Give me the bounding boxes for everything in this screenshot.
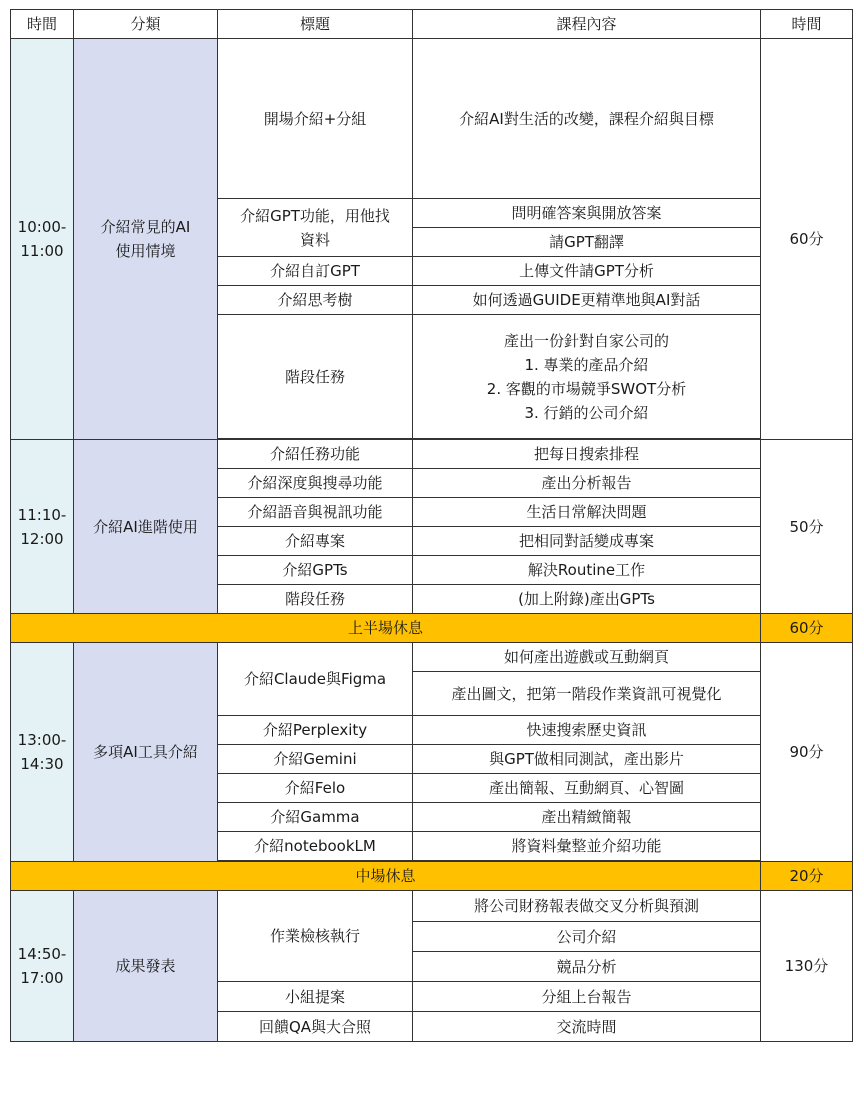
lesson-title: 介紹專案: [218, 527, 413, 556]
table-row: [11, 440, 853, 469]
session-category: 成果發表: [74, 891, 218, 1042]
session-time: 10:00- 11:00: [11, 39, 74, 440]
lesson-title: 介紹思考樹: [218, 286, 413, 315]
break-label: 上半場休息: [11, 614, 761, 643]
lesson-content: 上傳文件請GPT分析: [413, 257, 761, 286]
break-duration: 60分: [761, 614, 853, 643]
session-category: 多項AI工具介紹: [74, 643, 218, 862]
lesson-title: 介紹GPT功能，用他找 資料: [218, 199, 413, 257]
session-time: 13:00- 14:30: [11, 643, 74, 862]
lesson-title: 介紹Gemini: [218, 745, 413, 774]
lesson-content: 產出精緻簡報: [413, 803, 761, 832]
session-duration: 50分: [761, 440, 853, 614]
schedule-table: [10, 9, 853, 1042]
lesson-content: 將公司財務報表做交叉分析與預測: [413, 891, 761, 922]
session-time: 11:10- 12:00: [11, 440, 74, 614]
lesson-content: 解決Routine工作: [413, 556, 761, 585]
lesson-content: (加上附錄)產出GPTs: [413, 585, 761, 614]
session-time: 14:50- 17:00: [11, 891, 74, 1042]
lesson-content: 如何產出遊戲或互動網頁: [413, 643, 761, 672]
lesson-title: 介紹GPTs: [218, 556, 413, 585]
header-row: [11, 10, 853, 39]
lesson-content: 公司介紹: [413, 922, 761, 952]
session-duration: 60分: [761, 39, 853, 440]
lesson-content: 把每日搜索排程: [413, 440, 761, 469]
break-row: [11, 614, 853, 643]
lesson-title: 介紹任務功能: [218, 440, 413, 469]
lesson-content: 生活日常解決問題: [413, 498, 761, 527]
lesson-content: 產出簡報、互動網頁、心智圖: [413, 774, 761, 803]
lesson-title: 小組提案: [218, 982, 413, 1012]
table-row: [11, 643, 853, 672]
table-row: [11, 39, 853, 199]
header-title: 標題: [218, 10, 413, 39]
session-duration: 130分: [761, 891, 853, 1042]
session-duration: 90分: [761, 643, 853, 862]
lesson-content: 與GPT做相同測試，產出影片: [413, 745, 761, 774]
header-content: 課程內容: [413, 10, 761, 39]
break-duration: 20分: [761, 862, 853, 891]
table-row: [11, 891, 853, 922]
lesson-content: 競品分析: [413, 952, 761, 982]
break-label: 中場休息: [11, 862, 761, 891]
lesson-title: 介紹Perplexity: [218, 716, 413, 745]
header-duration: 時間: [761, 10, 853, 39]
lesson-content: 交流時間: [413, 1012, 761, 1042]
lesson-content: 問明確答案與開放答案: [413, 199, 761, 228]
lesson-title: 作業檢核執行: [218, 891, 413, 982]
lesson-content: 產出圖文，把第一階段作業資訊可視覺化: [413, 672, 761, 716]
lesson-content: 將資料彙整並介紹功能: [413, 832, 761, 861]
break-row: [11, 862, 853, 891]
header-category: 分類: [74, 10, 218, 39]
lesson-content: 產出分析報告: [413, 469, 761, 498]
lesson-content: 產出一份針對自家公司的 1. 專業的產品介紹 2. 客觀的市場競爭SWOT分析 3. 行銷的公司介紹: [413, 315, 761, 439]
session-category: 介紹常見的AI 使用情境: [74, 39, 218, 440]
lesson-title: 介紹Claude與Figma: [218, 643, 413, 716]
lesson-content: 介紹AI對生活的改變，課程介紹與目標: [413, 39, 761, 199]
lesson-content: 分組上台報告: [413, 982, 761, 1012]
lesson-content: 快速搜索歷史資訊: [413, 716, 761, 745]
lesson-title: 介紹自訂GPT: [218, 257, 413, 286]
lesson-title: 回饋QA與大合照: [218, 1012, 413, 1042]
session-category: 介紹AI進階使用: [74, 440, 218, 614]
lesson-title: 介紹深度與搜尋功能: [218, 469, 413, 498]
lesson-title: 介紹語音與視訊功能: [218, 498, 413, 527]
lesson-content: 請GPT翻譯: [413, 228, 761, 257]
lesson-title: 介紹notebookLM: [218, 832, 413, 861]
lesson-title: 介紹Gamma: [218, 803, 413, 832]
lesson-title: 開場介紹+分組: [218, 39, 413, 199]
lesson-title: 介紹Felo: [218, 774, 413, 803]
lesson-title: 階段任務: [218, 315, 413, 439]
lesson-content: 如何透過GUIDE更精準地與AI對話: [413, 286, 761, 315]
lesson-content: 把相同對話變成專案: [413, 527, 761, 556]
header-time: 時間: [11, 10, 74, 39]
lesson-title: 階段任務: [218, 585, 413, 614]
